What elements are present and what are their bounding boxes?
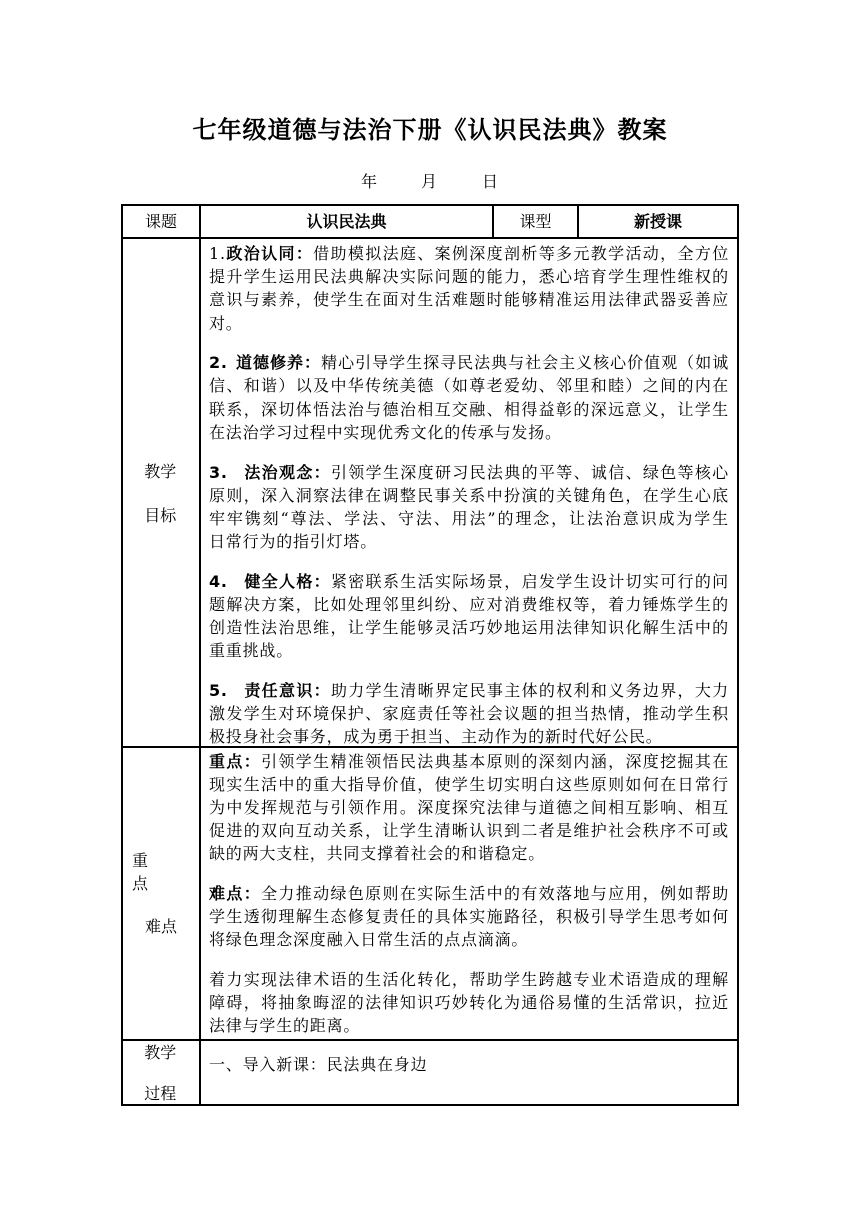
process-label-cell [122,1032,200,1114]
label-column-divider [199,204,201,1106]
difficulty-line: 将绿色理念深度融入日常生活的点点滴滴。 [209,930,529,950]
key-point-line [209,750,729,773]
objective-line [209,461,729,484]
objective-text: 助力学生清晰界定民事主体的权利和义务边界，大力 [330,681,729,700]
objective-line [209,351,729,374]
objective-line: 联系，深切体悟法治与德治相互交融、相得益彰的深远意义，让学生 [209,399,729,419]
difficulty-line [209,882,729,905]
date-day: 日 [482,172,499,191]
objective-number: 3. [209,462,228,482]
difficulty-line: 法律与学生的距离。 [209,1016,361,1036]
objective-line: 激发学生对环境保护、家庭责任等社会议题的担当热情，推动学生积 [209,704,729,724]
objective-item-5 [209,679,729,749]
objective-number: 1. [209,244,226,263]
date-month: 月 [421,172,438,191]
topic-label: 课题 [144,212,177,231]
key-points-label: 重点 [132,851,149,893]
difficulty-line: 障碍，将抽象晦涩的法律知识巧妙转化为通俗易懂的生活常识，拉近 [209,993,729,1013]
objective-item-1 [209,242,729,335]
row-divider-3 [121,1039,739,1041]
objective-line [209,679,729,702]
objective-line: 极投身社会事务，成为勇于担当、主动作为的新时代好公民。 [209,727,663,747]
difficulties-label: 难点 [144,917,177,936]
objective-text: 借助模拟法庭、案例深度剖析等多元教学活动，全方位 [313,244,729,263]
objective-line: 重重挑战。 [209,641,294,661]
key-point-title: 重点： [209,751,262,771]
objective-line: 创造性法治思维，让学生能够灵活巧妙地运用法律知识化解生活中的 [209,618,729,638]
key-points-label-cell [132,849,151,895]
objective-item-4 [209,570,729,663]
objective-line: 在法治学习过程中实现优秀文化的传承与发扬。 [209,422,562,442]
objective-number: 5. [209,681,228,700]
difficulty-item [209,882,729,952]
key-point-item [209,750,729,866]
topic-value: 认识民法典 [306,212,387,231]
objective-line: 对。 [209,313,243,333]
objective-line: 题解决方案，比如处理邻里纠纷、应对消费维权等，着力锤炼学生的 [209,594,729,614]
objective-line [209,242,729,265]
lesson-type-value: 新授课 [633,212,682,231]
objective-line: 日常行为的指引灯塔。 [209,532,378,552]
process-label: 教学过程 [144,1042,177,1103]
objective-item-2 [209,351,729,444]
objectives-label: 教学目标 [144,462,177,525]
lesson-type-label: 课型 [519,212,552,231]
key-point-line: 促进的双向互动关系，让学生清晰认识到二者是维护社会秩序不可或 [209,821,729,841]
objective-title: 法治观念： [243,462,331,482]
objective-line: 意识与素养，使学生在面对生活难题时能够精准运用法律武器妥善应 [209,290,729,310]
objective-line: 原则，深入洞察法律在调整民事关系中扮演的关键角色，在学生心底 [209,485,729,505]
objective-line: 信、和谐）以及中华传统美德（如尊老爱幼、邻里和睦）之间的内在 [209,376,729,396]
objective-text: 精心引导学生探寻民法典与社会主义核心价值观（如诚 [321,353,729,373]
objective-title: 健全人格： [243,571,331,591]
difficulty-line: 学生透彻理解生态修复责任的具体实施路径，积极引导学生思考如何 [209,907,729,927]
objective-line: 牢牢镌刻“尊法、学法、守法、用法”的理念，让法治意识成为学生 [209,508,729,528]
date-year: 年 [361,172,378,191]
objectives-label-cell [122,450,200,538]
objective-item-3 [209,461,729,554]
key-point-line: 缺的两大支柱，共同支撑着社会的和谐稳定。 [209,844,546,864]
process-step: 一、导入新课：民法典在身边 [209,1055,428,1074]
difficulty-text: 全力推动绿色原则在实际生活中的有效落地与应用，例如帮助 [261,883,729,903]
objective-text: 紧密联系生活实际场景，启发学生设计切实可行的问 [330,571,729,591]
difficulty-item-extra [209,968,729,1038]
objective-number: 2. [209,353,228,373]
objective-title: 道德修养： [235,353,322,373]
key-point-line: 现实生活中的重大指导价值，使学生切实明白这些原则如何在日常行 [209,774,729,794]
objective-title: 政治认同： [225,244,314,263]
objective-title: 责任意识： [243,681,331,700]
difficulty-line: 着力实现法律术语的生活化转化，帮助学生跨越专业术语造成的理解 [209,970,729,989]
objectives-content [209,242,729,749]
process-content [209,1053,729,1076]
key-points-content [209,750,729,1038]
objective-line: 提升学生运用民法典解决实际问题的能力，悉心培育学生理性维权的 [209,267,729,287]
difficulty-title: 难点： [209,883,262,903]
objective-line [209,570,729,593]
key-point-text: 引领学生精准领悟民法典基本原则的深刻内涵，深度挖掘其在 [261,751,729,771]
key-point-line: 为中发挥规范与引领作用。深度探究法律与道德之间相互影响、相互 [209,797,729,817]
document-title: 七年级道德与法治下册《认识民法典》教案 [192,116,668,144]
objective-text: 引领学生深度研习民法典的平等、诚信、绿色等核心 [330,462,729,482]
objective-number: 4. [209,571,228,591]
